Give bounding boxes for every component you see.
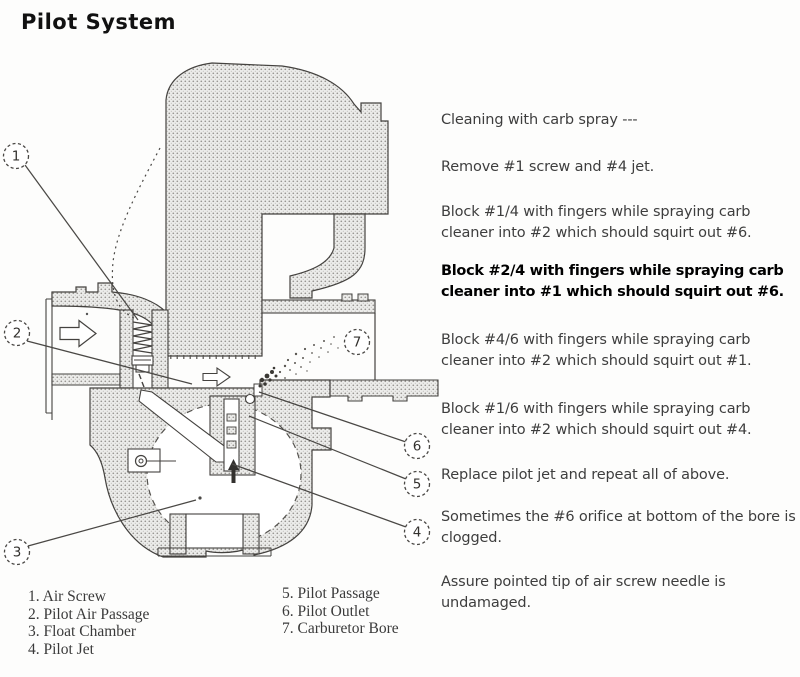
instruction-paragraph: Remove #1 screw and #4 jet. bbox=[441, 159, 655, 175]
flange-notch bbox=[358, 294, 368, 301]
air-screw-assembly bbox=[120, 310, 168, 395]
instruction-paragraph: Block #1/6 with fingers while spraying carb cleaner into #2 which should squirt out #4. bbox=[441, 401, 752, 438]
screw-housing-right-wall bbox=[152, 310, 168, 390]
legend-item: 2. Pilot Air Passage bbox=[28, 605, 150, 623]
instruction-paragraph: Replace pilot jet and repeat all of above. bbox=[441, 467, 730, 483]
legend-item: 4. Pilot Jet bbox=[28, 640, 94, 658]
jet-orifice bbox=[227, 427, 236, 434]
drain-plug bbox=[186, 514, 243, 548]
callout-7 bbox=[345, 330, 370, 355]
legend-column-right bbox=[282, 585, 399, 638]
inlet-top-wall bbox=[52, 283, 166, 330]
instruction-paragraph: Sometimes the #6 orifice at bottom of the bore is clogged. bbox=[441, 509, 796, 546]
callout-3-label: 3 bbox=[12, 544, 22, 561]
instruction-paragraph: Cleaning with carb spray --- bbox=[441, 112, 638, 128]
callout-3 bbox=[5, 540, 30, 565]
instruction-paragraph: Block #1/4 with fingers while spraying carb cleaner into #2 which should squirt out #6. bbox=[441, 204, 752, 241]
flange-notch bbox=[342, 294, 352, 301]
pilot-jet-slot bbox=[224, 399, 239, 471]
spring-coil bbox=[133, 322, 152, 353]
screw-housing-left-wall bbox=[120, 310, 133, 388]
callout-6-label: 6 bbox=[412, 438, 422, 455]
airflow-arrow-icon bbox=[60, 321, 96, 347]
callout-1-label: 1 bbox=[11, 148, 21, 165]
bore-flow-arrow-icon bbox=[203, 368, 230, 386]
outlet-detail bbox=[246, 395, 255, 404]
legend-item: 3. Float Chamber bbox=[28, 623, 137, 640]
bore-top-flange bbox=[262, 300, 375, 313]
jet-orifice bbox=[227, 414, 236, 421]
jet-orifice bbox=[227, 441, 236, 448]
slide-bore-right-wall bbox=[290, 214, 365, 298]
inlet-divider-wall bbox=[52, 374, 120, 385]
callout-5-label: 5 bbox=[412, 476, 422, 493]
legend-item: 6. Pilot Outlet bbox=[282, 602, 370, 620]
callout-1 bbox=[4, 144, 29, 169]
legend-column-left bbox=[28, 588, 149, 658]
callout-4 bbox=[405, 520, 430, 545]
inlet-pipe-end bbox=[46, 292, 52, 420]
callout-4-label: 4 bbox=[412, 524, 422, 541]
legend-item: 7. Carburetor Bore bbox=[282, 620, 399, 637]
callout-2 bbox=[5, 321, 30, 346]
cleaning-instructions bbox=[441, 110, 797, 638]
page-title: Pilot System bbox=[21, 10, 177, 34]
legend-item: 5. Pilot Passage bbox=[282, 585, 380, 602]
callout-2-label: 2 bbox=[12, 325, 22, 342]
leader-3-tip-dot bbox=[198, 496, 201, 499]
callout-6 bbox=[405, 434, 430, 459]
instruction-paragraph-emphasis: Block #2/4 with fingers while spraying carb cleaner into #1 which should squirt out #6. bbox=[441, 263, 784, 300]
callout-5 bbox=[405, 472, 430, 497]
instruction-paragraph: Assure pointed tip of air screw needle is undamaged. bbox=[441, 574, 726, 611]
float-pivot-screw-icon bbox=[136, 456, 147, 467]
dot-detail bbox=[86, 313, 88, 315]
callout-7-label: 7 bbox=[352, 334, 362, 351]
legend-item: 1. Air Screw bbox=[28, 588, 106, 605]
instruction-paragraph: Block #4/6 with fingers while spraying carb cleaner into #2 which should squirt out #1. bbox=[441, 332, 752, 369]
bore-bottom-flange bbox=[330, 380, 438, 401]
